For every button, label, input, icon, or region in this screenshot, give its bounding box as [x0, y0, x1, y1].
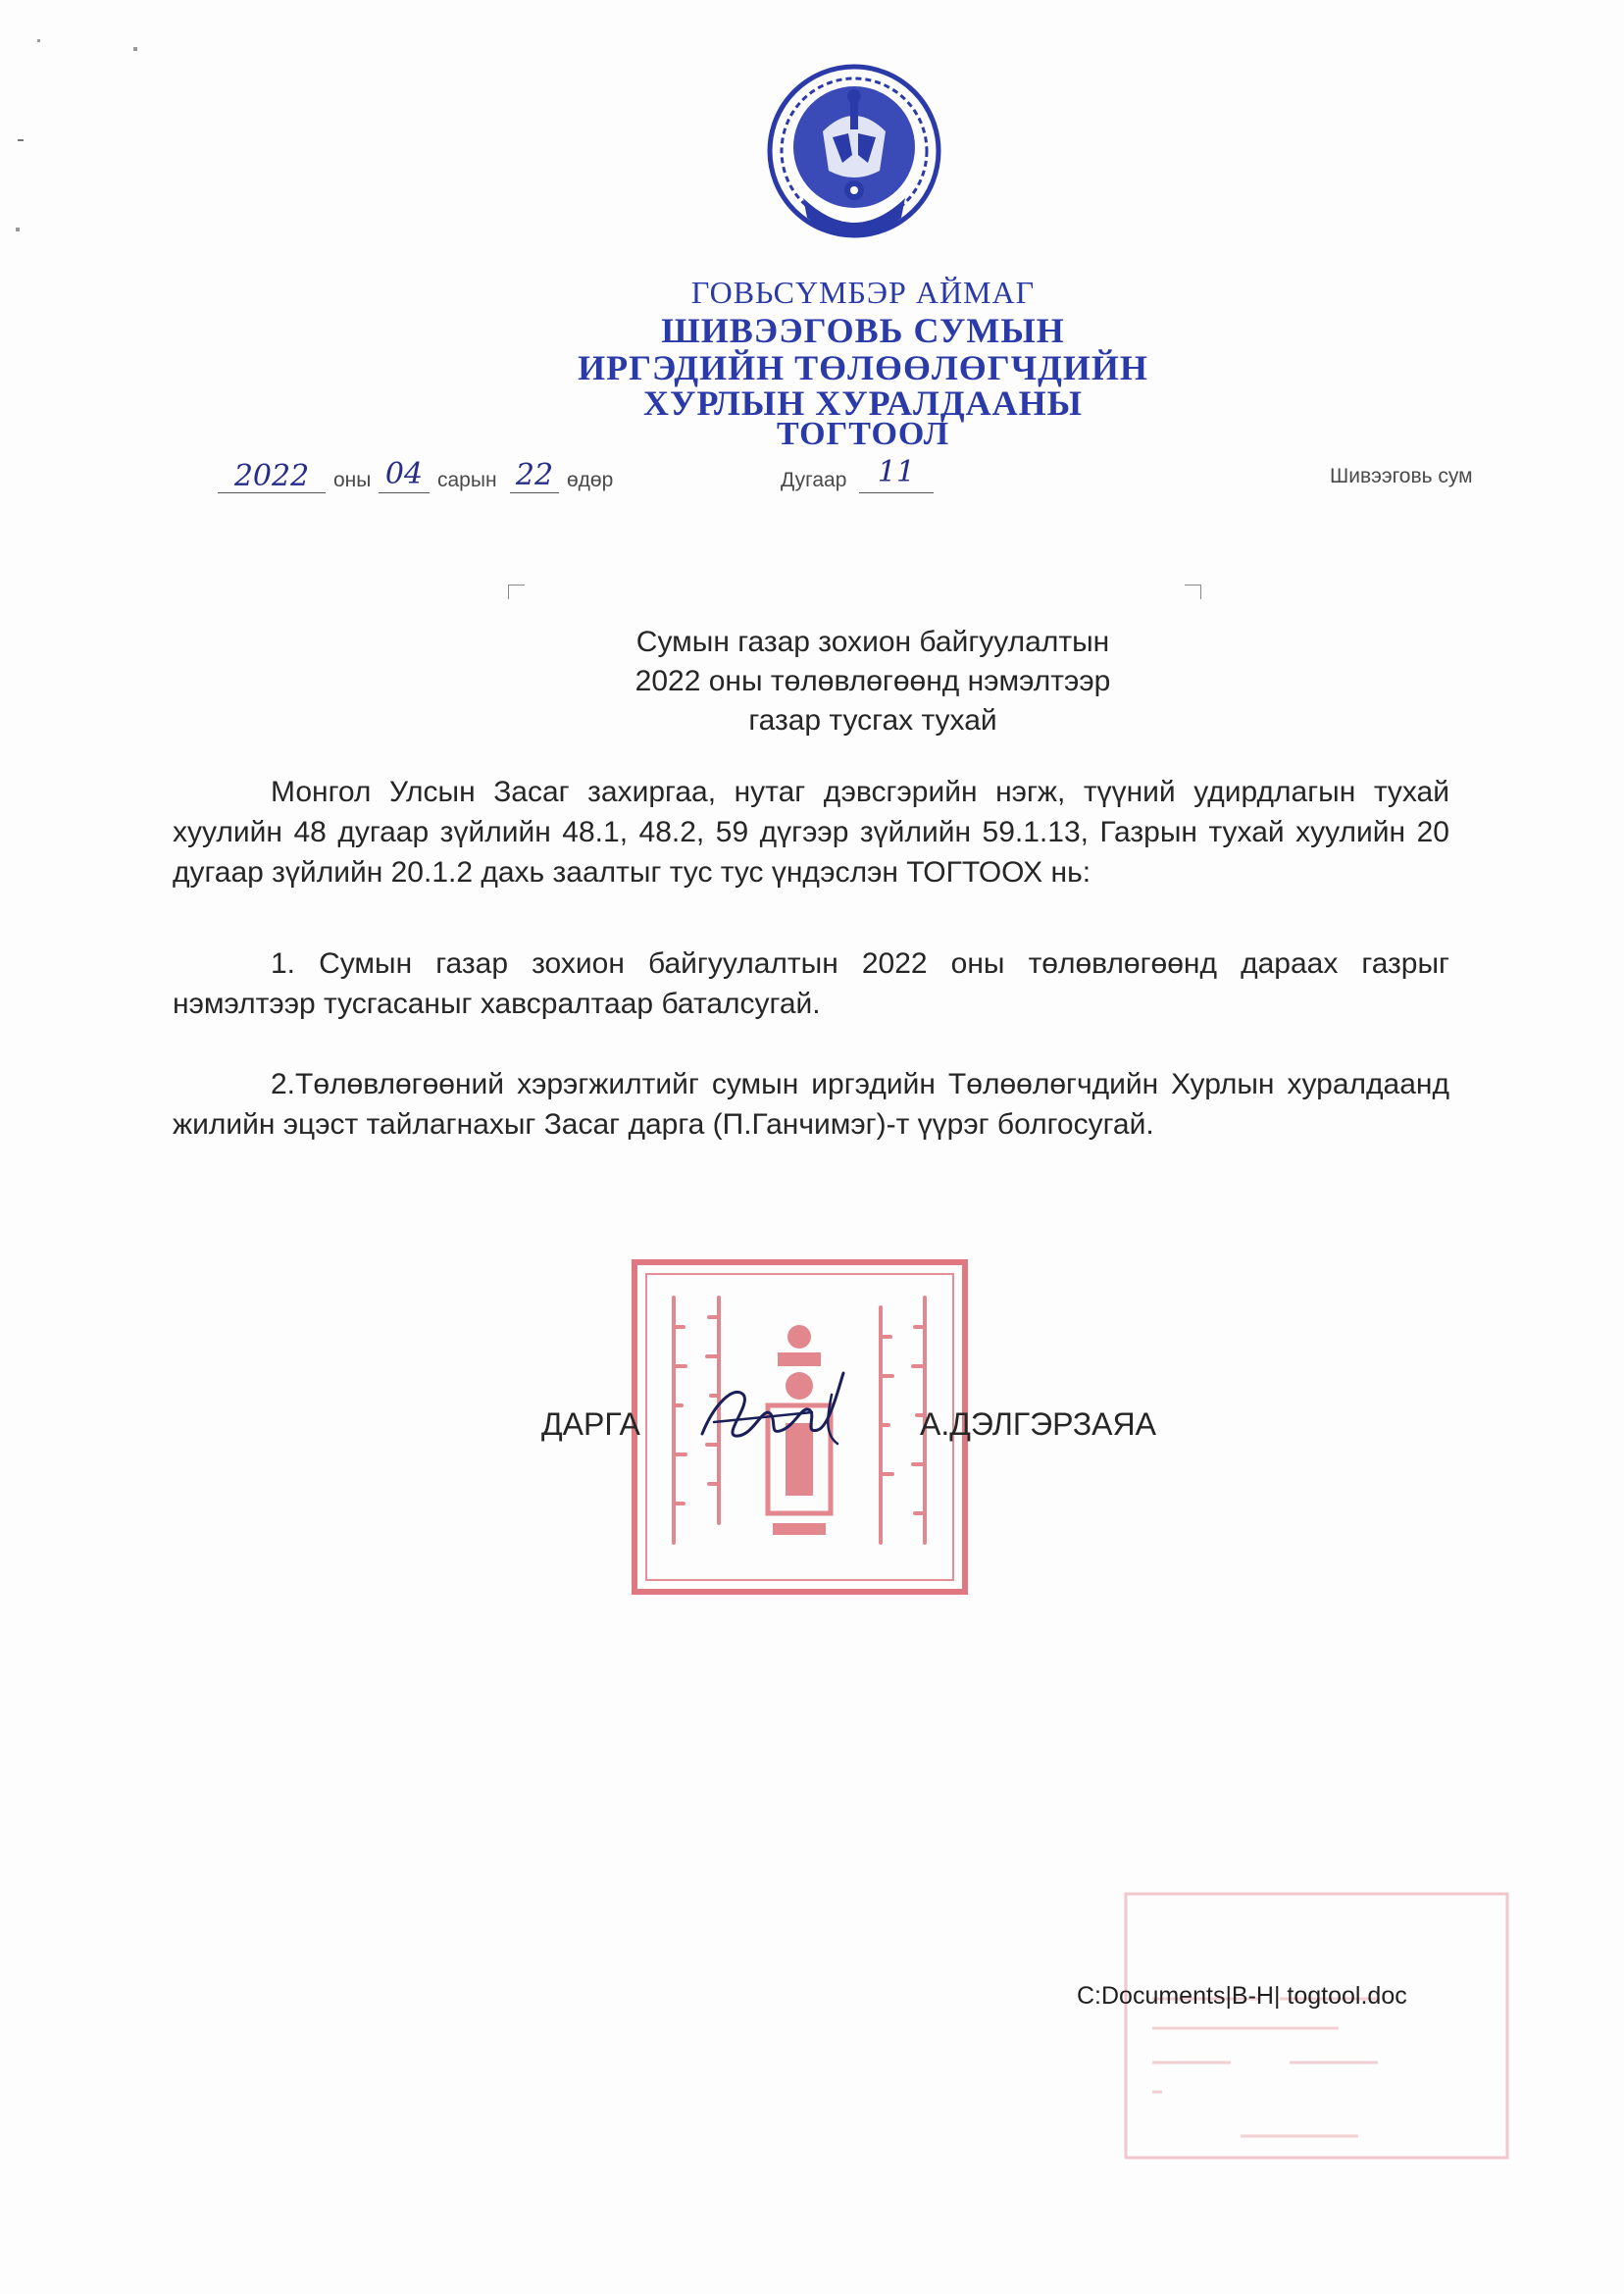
header-province: ГОВЬСҮМБЭР АЙМАГ: [690, 275, 1036, 310]
header-council: ИРГЭДИЙН ТӨЛӨӨЛӨГЧДИЙН: [578, 348, 1148, 387]
date-month-suffix: сарын: [437, 469, 497, 491]
document-title: [510, 623, 1236, 740]
header-session: ХУРЛЫН ХУРАЛДААНЫ: [643, 383, 1083, 423]
scan-speck: [133, 47, 137, 51]
resolution-number: 11: [859, 453, 934, 493]
title-line-2: 2022 оны төлөвлөгөөнд нэмэлтээр: [634, 665, 1111, 697]
signatory-title: ДАРГА: [541, 1406, 640, 1442]
header-resolution: ТОГТООЛ: [776, 416, 950, 452]
title-corner-right: [1185, 585, 1201, 599]
date-day-suffix: өдөр: [567, 469, 614, 491]
date-month: 04: [379, 457, 430, 493]
handwritten-signature: [694, 1365, 851, 1455]
scan-speck: [18, 139, 24, 141]
place-name: Шивээговь сум: [1330, 465, 1473, 487]
file-path-footer: C:Documents|B-H| togtool.doc: [1077, 1982, 1407, 2010]
body-clause-2: 2.Төлөвлөгөөний хэрэгжилтийг сумын иргэдийн Төлөөлөгчдийн Хурлын хуралдаанд жилийн эцэст тайлагнахыг Засаг дарга (П.Ганчимэг)-т үүрэг болгосугай.: [173, 1068, 1449, 1141]
title-line-3: газар тусгах тухай: [748, 704, 997, 737]
scan-speck: [37, 39, 40, 42]
number-label: Дугаар: [781, 469, 847, 491]
body-clause-1: 1. Сумын газар зохион байгуулалтын 2022 оны төлөвлөгөөнд дараах газрыг нэмэлтээр тусгасаныг хавсралтаар баталсугай.: [173, 947, 1449, 1020]
date-day: 22: [510, 459, 559, 493]
scan-speck: [16, 228, 20, 231]
date-year: 2022: [218, 461, 326, 493]
title-corner-left: [508, 585, 525, 599]
meta-line: [0, 0, 1624, 510]
signatory-name: А.ДЭЛГЭРЗАЯА: [920, 1406, 1156, 1442]
body-preamble: Монгол Улсын Засаг захиргаа, нутаг дэвсгэрийн нэгж, түүний удирдлагын тухай хуулийн 48 дугаар зүйлийн 48.1, 48.2, 59 дүгээр зүйлийн 59.1.13, Газрын тухай хуулийн 20 дугаар зүйлийн 20.1.2 дахь заалтыг тус тус үндэслэн ТОГТООХ нь:: [173, 776, 1449, 889]
date-year-suffix: оны: [333, 469, 372, 491]
title-line-1: Сумын газар зохион байгуулалтын: [635, 626, 1110, 658]
registration-stamp: [1123, 1891, 1510, 2161]
header-district: ШИВЭЭГОВЬ СУМЫН: [661, 311, 1065, 350]
